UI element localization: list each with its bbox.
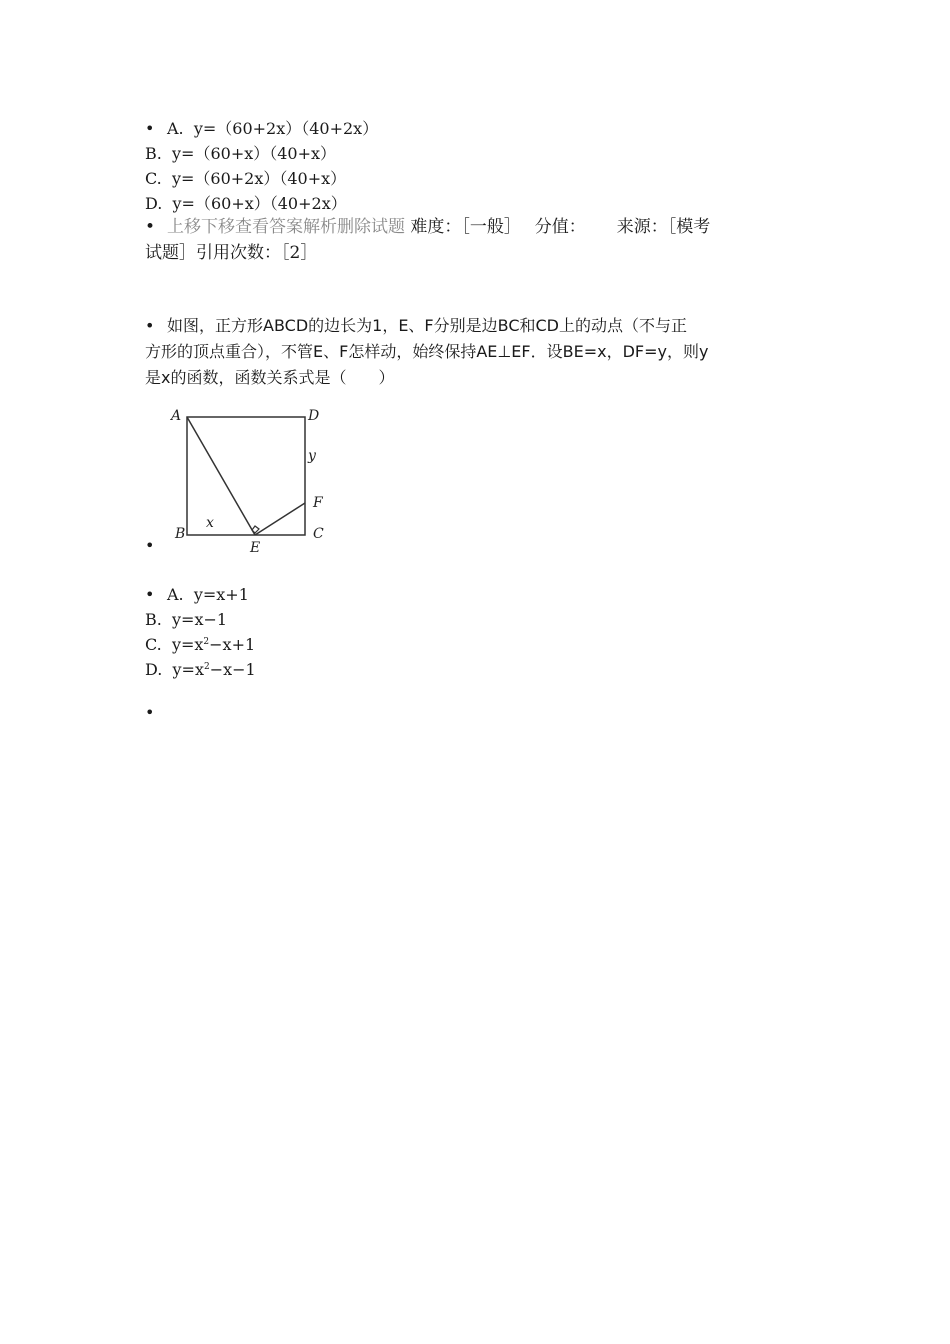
square-abcd [187,417,305,535]
label-c: C [313,526,324,542]
q2-option-c [145,632,255,657]
option-letter: C. [145,169,162,188]
q2-stem [145,313,800,391]
option-letter: B. [145,144,162,163]
label-a: A [171,408,182,424]
option-letter: A. [167,585,184,604]
label-y: y [308,448,316,464]
square-figure [166,400,336,560]
q1-option-b [145,141,336,166]
option-text-post: −x−1 [209,660,256,679]
q2-option-a [145,582,249,607]
q1-option-d [145,191,347,216]
label-x: x [206,515,214,531]
move-down-link[interactable]: 下移 [201,217,235,237]
q1-option-a [145,116,378,141]
segment-ae [187,417,255,535]
bullet: • [145,703,155,722]
delete-question-link[interactable]: 删除试题 [337,217,405,237]
view-answer-link[interactable]: 查看答案解析 [235,217,337,237]
q1-toolbar [145,215,710,240]
stem-line-2: 方形的顶点重合），不管E、F怎样动，始终保持AE⊥EF．设BE=x，DF=y，则y [145,342,709,361]
option-letter: B. [145,610,162,629]
bullet: • [145,119,155,138]
question-meta: 难度：［一般］ 分值： 来源：［模考 [410,217,711,237]
option-text: y=（60+2x）（40+2x） [193,119,379,138]
label-f: F [313,495,323,511]
option-letter: C. [145,635,162,654]
option-text: y=x−1 [172,610,228,629]
option-text-pre: y=x [172,660,204,679]
bullet: • [145,316,155,335]
label-d: D [308,408,320,424]
option-letter: D. [145,194,163,213]
option-text-pre: y=x [171,635,204,654]
exponent: 2 [203,662,210,672]
stem-line-1: 如图，正方形ABCD的边长为1，E、F分别是边BC和CD上的动点（不与正 [167,316,687,335]
bullet: • [145,585,155,604]
option-text: y=（60+x）（40+x） [172,144,337,163]
option-letter: A. [167,119,184,138]
q1-option-c [145,166,346,191]
segment-ef [255,503,305,535]
q2-option-d [145,657,256,682]
option-letter: D. [145,660,163,679]
q2-option-b [145,607,227,632]
exponent: 2 [203,637,210,647]
label-e: E [250,540,261,556]
option-text: y=（60+2x）（40+x） [171,169,347,188]
stem-line-3: 是x的函数，函数关系式是（ ） [145,368,395,387]
label-b: B [175,526,186,542]
bullet: • [145,217,156,237]
option-text: y=x+1 [193,585,249,604]
q1-meta-line2: 试题］引用次数：［2］ [145,243,318,263]
option-text: y=（60+x）（40+2x） [172,194,347,213]
move-up-link[interactable]: 上移 [167,217,201,237]
bullet: • [145,536,155,555]
option-text-post: −x+1 [209,635,256,654]
